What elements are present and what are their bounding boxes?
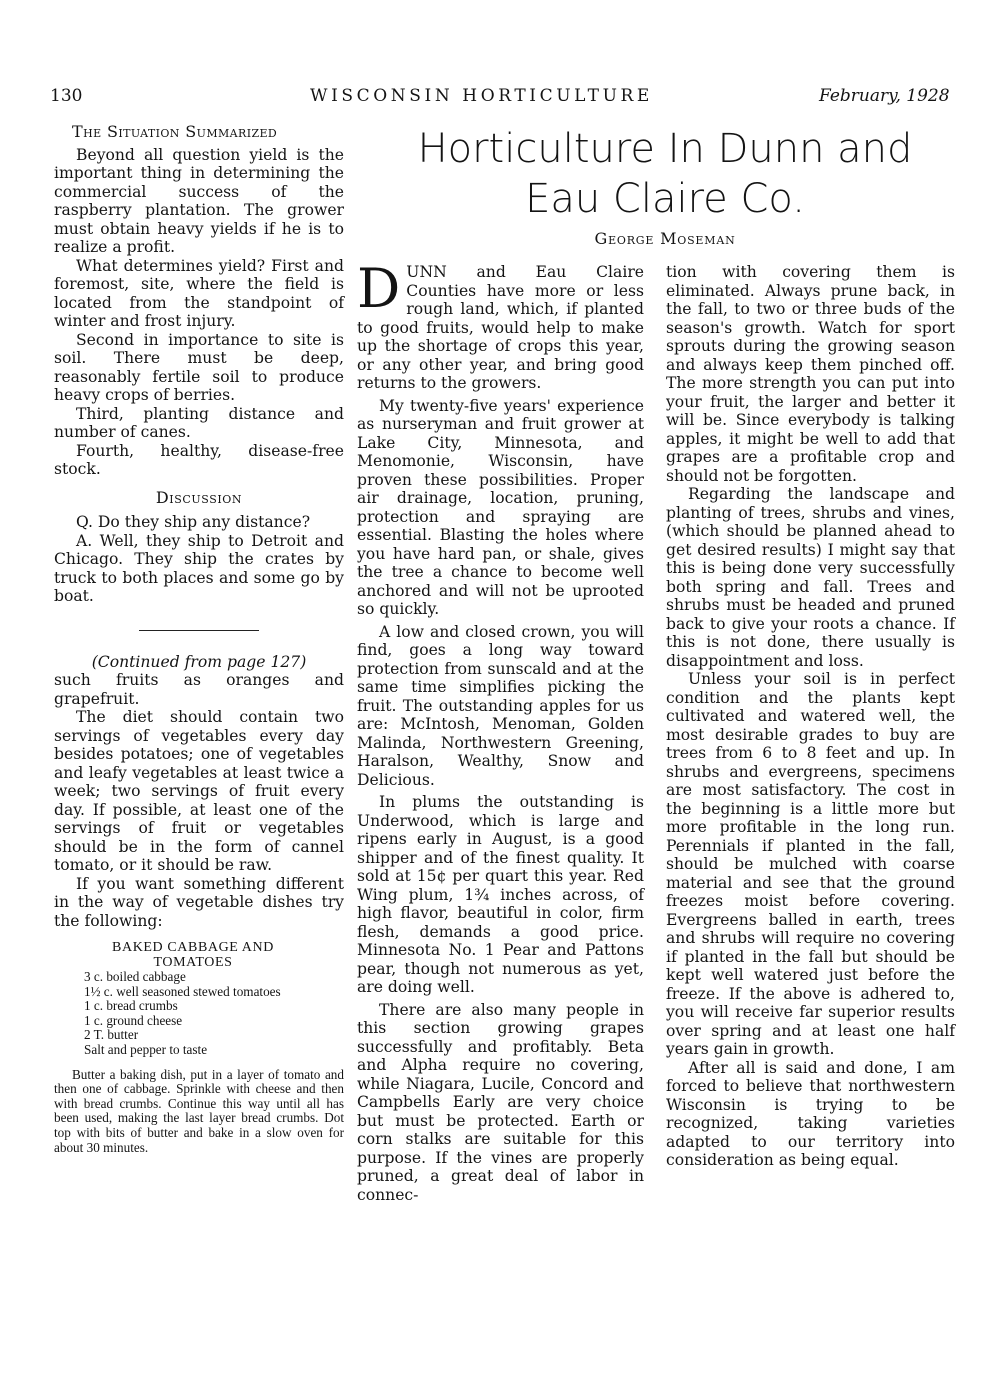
paragraph: Regarding the landscape and planting of trees, shrubs and vines, (which should be planned ahead to get desired results) I might say that this is being done very successfully both spring and fall. Trees and shrubs must be headed and pruned back to give your roots a chance. If this is not done, there usually is disappointment and loss. bbox=[666, 485, 955, 670]
recipe-title: BAKED CABBAGE AND TOMATOES bbox=[112, 940, 274, 970]
paragraph: In plums the outstanding is Underwood, which is large and ripens early in August, is a good shipper and of the finest quality. It sold at 15¢ per quart this year. Red Wing plum, 1¾ inches across, of high flavor, beautiful in color, firm flesh, demands a good price. Minnesota No. 1 Pear and Pattons pear, though not numerous as yet, are doing well. bbox=[357, 793, 644, 996]
article-author: George Moseman bbox=[594, 229, 736, 248]
ingredient: 1 c. ground cheese bbox=[84, 1012, 183, 1028]
paragraph: such fruits as oranges and grapefruit. bbox=[54, 671, 344, 708]
ingredient-list bbox=[84, 970, 344, 1058]
paragraph: My twenty-five years' experience as nurseryman and fruit grower at Lake City, Minnesota, and Menomonie, Wisconsin, have proven these possibilities. Proper air drainage, location, pruning, protection and spraying are essential. Blasting the holes where you have hard pan, or shale, gives the tree a chance to become well anchored and will not be uprooted so quickly. bbox=[357, 396, 644, 618]
paragraph: The diet should contain two servings of vegetables every day besides potatoes; one of vegetables and leafy vegetables at least twice a week; two servings of fruit every day. If possible, at least one of the servings of fruit or vegetables should be in the form of cannel tomato, or it should be raw. bbox=[54, 708, 344, 874]
ingredient: 3 c. boiled cabbage bbox=[84, 969, 186, 984]
paragraph: Second in importance to site is soil. There must be deep, reasonably fertile soil to produce heavy crops of berries. bbox=[54, 330, 344, 404]
ingredient: 1 c. bread crumbs bbox=[84, 998, 178, 1014]
continued-note: (Continued from page 127) bbox=[91, 652, 307, 671]
section-heading: The Situation Summarized bbox=[72, 122, 278, 141]
question: Q. Do they ship any distance? bbox=[76, 513, 311, 531]
recipe bbox=[54, 940, 344, 1155]
paragraph: There are also many people in this section growing grapes successfully and profitably. Beta and Alpha require no covering, while Niagara, Lucile, Concord and Campbells Early are very choice but must be protected. Earth or corn stalks are suitable for this purpose. If the vines are properly pruned, a great deal of labor in connec- bbox=[357, 1000, 644, 1204]
answer: A. Well, they ship to Detroit and Chicago. They ship the crates by truck to both places and some go by boat. bbox=[54, 531, 344, 605]
paragraph: If you want something different in the way of vegetable dishes try the following: bbox=[54, 874, 344, 930]
divider bbox=[139, 630, 259, 631]
recipe-method: Butter a baking dish, put in a layer of tomato and then one of cabbage. Sprinkle with cheese and then with bread crumbs. Continue this way until all has been used, making the last layer bread crumbs. Dot top with bits of butter and bake in a slow oven for about 30 minutes. bbox=[54, 1066, 344, 1155]
ingredient: 2 T. butter bbox=[84, 1027, 139, 1043]
drop-cap: D bbox=[357, 257, 401, 320]
paragraph: Third, planting distance and number of canes. bbox=[54, 404, 344, 441]
paragraph: tion with covering them is eliminated. Always prune back, in the fall, to two or three buds of the season's growth. Watch for sport sprouts during the growing season and always keep them pinched off. The more strength you can put into your fruit, the larger and better it will be. Since everybody is talking apples, it might be well to add that grapes are a profitable crop and should not be forgotten. bbox=[666, 263, 955, 485]
paragraph: What determines yield? First and foremost, site, where the field is located from the standpoint of winter and frost injury. bbox=[54, 256, 344, 330]
paragraph: After all is said and done, I am forced to believe that northwestern Wisconsin is trying to be recognized, taking varieties adapted to our territory into consideration as being equal. bbox=[666, 1058, 955, 1169]
paragraph: Fourth, healthy, disease-free stock. bbox=[54, 441, 344, 478]
article-title bbox=[345, 124, 985, 224]
paragraph bbox=[357, 257, 644, 393]
paragraph-text: UNN and Eau Claire Counties have more or less rough land, which, if planted to good fruits, would help to make up the shortage of crops this year, or any other year, and bring good returns to the growers. bbox=[357, 263, 644, 392]
middle-column bbox=[357, 257, 644, 1204]
ingredient: Salt and pepper to taste bbox=[84, 1041, 208, 1057]
ingredient: 1½ c. well seasoned stewed tomatoes bbox=[84, 983, 281, 999]
article-title-line: Eau Claire Co. bbox=[525, 176, 805, 222]
paragraph: A low and closed crown, you will find, goes a long way toward protection from sunscald and at the same time simplifies picking the fruit. The outstanding apples for us are: McIntosh, Menoman, Golden Malinda, Northwestern Greening, Haralson, Wealthy, Snow and Delicious. bbox=[357, 622, 644, 789]
paragraph: Beyond all question yield is the important thing in determining the commercial success of the raspberry plantation. The grower must obtain heavy yields if he is to realize a profit. bbox=[54, 145, 344, 256]
paragraph: Unless your soil is in perfect condition and the plants kept cultivated and watered well, the most desirable grades to buy are trees from 6 to 8 feet and up. In shrubs and evergreens, specimens are most satisfactory. The cost in the beginning is a little more but more profitable in the long run. Perennials if planted in the fall, should be mulched with coarse material and see that the ground freezes moist before covering. Evergreens balled in earth, trees and shrubs will require no covering if planted in the fall but should be kept well watered just before the freeze. If the above is adhered to, you will receive far superior results over spring and at least one half years gain in growth. bbox=[666, 670, 955, 1058]
running-head: WISCONSIN HORTICULTURE bbox=[310, 86, 653, 106]
issue-date: February, 1928 bbox=[819, 86, 950, 106]
left-column bbox=[54, 123, 344, 1155]
page-number: 130 bbox=[50, 86, 83, 106]
discussion-heading: Discussion bbox=[155, 487, 243, 507]
right-column bbox=[666, 263, 955, 1170]
article-title-line: Horticulture In Dunn and bbox=[417, 126, 913, 172]
